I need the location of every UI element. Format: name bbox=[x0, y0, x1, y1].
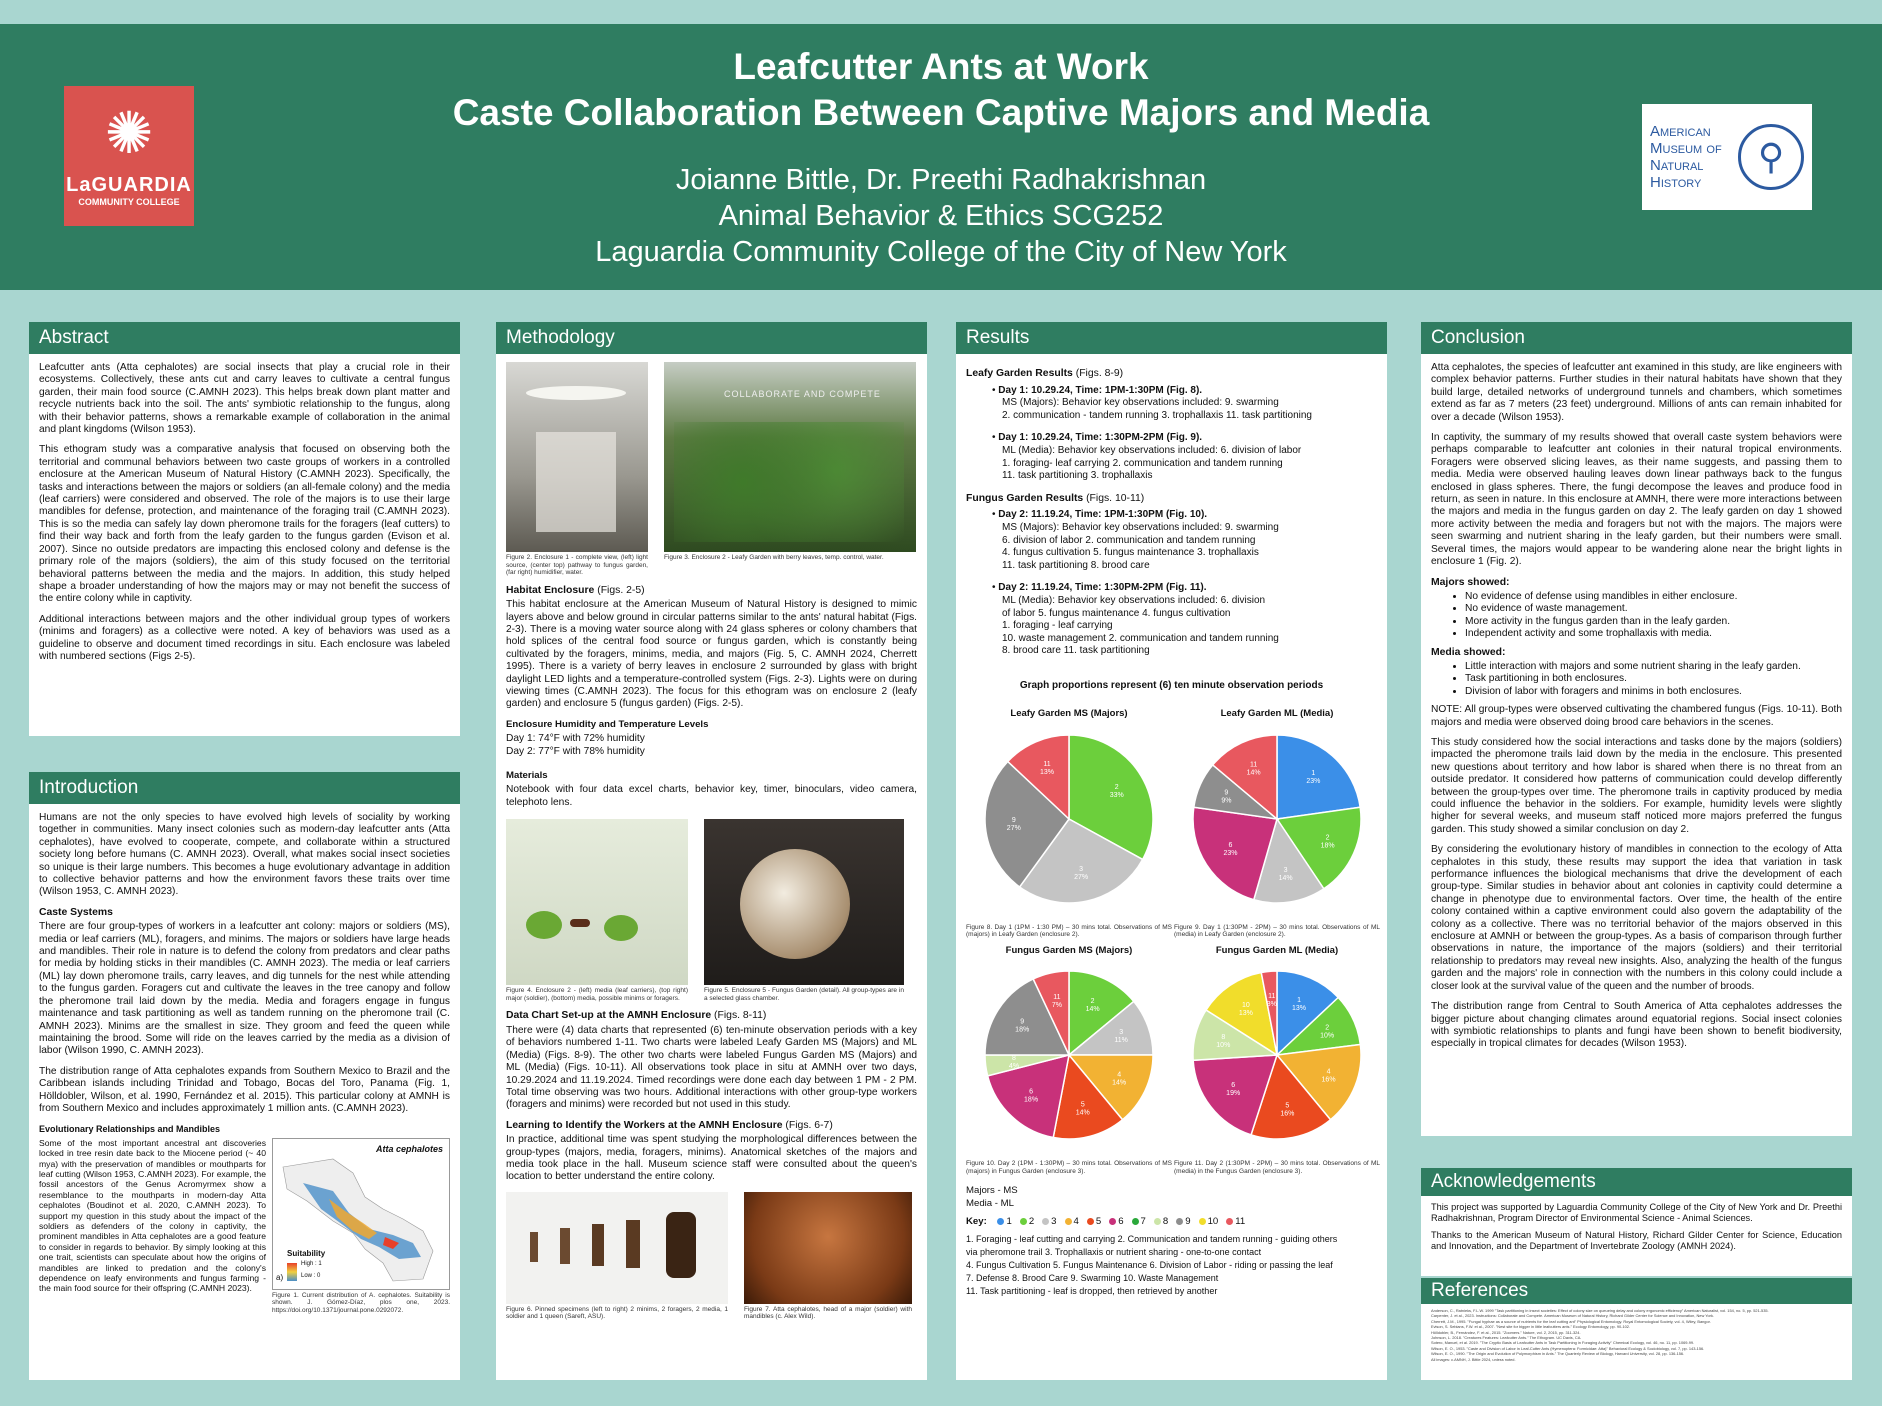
pie-data-label: 6 23% bbox=[1223, 842, 1238, 858]
pie-data-label: 11 13% bbox=[1039, 761, 1054, 777]
key-number-3: 3 bbox=[1051, 1216, 1057, 1228]
pie-data-label: 5 16% bbox=[1280, 1102, 1295, 1118]
fungus-chamber-photo bbox=[704, 819, 904, 985]
introduction-section bbox=[29, 772, 460, 1380]
conclusion-note: NOTE: All group-types were observed cultivating the chambered fungus (Figs. 10-11). Both majors and media were observed doing brood care behaviors in the scenes. bbox=[1431, 704, 1842, 728]
fig10-caption: Figure 10. Day 2 (1PM - 1:30PM) – 30 mins total. Observations of MS (majors) in Fungus Garden (enclosure 3). bbox=[966, 1160, 1172, 1175]
key-line: 4. Fungus Cultivation 5. Fungus Maintenance 6. Division of Labor - riding or passing the leaf bbox=[966, 1260, 1333, 1270]
fig4-caption: Figure 4. Enclosure 2 - (left) media (leaf carriers), (top right) major (soldier), (bottom) media, possible minims or foragers. bbox=[506, 987, 688, 1002]
conclusion-section bbox=[1421, 322, 1852, 1136]
datachart-figref: (Figs. 8-11) bbox=[711, 1010, 767, 1022]
key-number-2: 2 bbox=[1028, 1216, 1035, 1228]
fig2-caption: Figure 2. Enclosure 1 - complete view, (left) light source, (center top) pathway to fungus garden, (far right) humidifier, water. bbox=[506, 554, 648, 577]
result-detail: 4. fungus cultivation 5. fungus maintenance 3. trophallaxis bbox=[1002, 547, 1259, 559]
pie-chart-svg bbox=[1174, 721, 1380, 917]
evolution-heading: Evolutionary Relationships and Mandibles bbox=[39, 1124, 221, 1135]
result-detail: 8. brood care 11. task partitioning bbox=[1002, 645, 1150, 657]
exhibit-sign-text: COLLABORATE AND COMPETE bbox=[724, 389, 881, 399]
materials-paragraph: Notebook with four data excel charts, behavior key, timer, binoculars, video camera, telephoto lens. bbox=[506, 784, 917, 808]
pie-data-label: 4 16% bbox=[1321, 1068, 1336, 1084]
key-dot-6 bbox=[1109, 1218, 1116, 1225]
evolution-paragraph: Some of the most important ancestral ant discoveries locked in tree resin date back to the Miocene period (~ 40 mya) with the preservation of mandibles or mouthparts for leaf cutting (Wilson 1953, C.AMNH 2023). For example, the fossil ancestors of the Genus Acromyrmex show a resemblance to the mouthparts in modern-day Atta cephalotes (Boudinot et al. 2020, C.AMNH 2023). To support my question in this study about the impact of the soldiers as defenders of the colony in captivity, the prominent mandibles in Atta cephalotes are a good feature to consider in regards to behavior. By simply looking at this one trait, scientists can speculate about how the origins of mandibles are linked to predation and the colony's dependence on leafy environments and fungus farming - the main food source for their offspring (C.AMNH 2023). bbox=[39, 1137, 266, 1294]
chart-fungus-ms bbox=[966, 945, 1172, 1175]
key-dot-3 bbox=[1042, 1218, 1049, 1225]
acknowledgement-paragraph: This project was supported by Laguardia Community College of the City of New York and Dr. Preethi Radhakrishnan, Program Director of Environmental Science - Animal Sciences. bbox=[1431, 1202, 1842, 1223]
poster-title-line2: Caste Collaboration Between Captive Majors and Media bbox=[452, 92, 1430, 133]
pie-data-label: 1 23% bbox=[1306, 770, 1321, 786]
conclusion-paragraph: In captivity, the summary of my results showed that overall caste system behaviors were perhaps comparable to leafcutter ant colonies in their natural tropical environments. Foragers were observed slicing leaves, as their name suggests, and passing them to media. Media were observed hauling leaves down linear pathways back to the fungus enclosed in glass spheres. There, the fungi decompose the leaves and produce food in return, as seen in nature. In this enclosure at AMNH, there were more interactions between the majors and media in the fungus garden on day 2. The leafy garden on day 1 showed more activity between the media and foragers but not with the majors. The majors were seen swarming and nutrient sharing in the leafy garden, but their numbers were small. Several times, the majors would appear to be wandering alone near the bright lights in enclosure 1 (Fig. 2). bbox=[1431, 432, 1842, 568]
reference-item: All images: c.AMNH, J. Bittle 2024, unless noted. bbox=[1431, 1356, 1516, 1362]
result-day-line: • Day 1: 10.29.24, Time: 1:30PM-2PM (Fig. 9). bbox=[992, 432, 1203, 444]
laguardia-logo bbox=[64, 86, 194, 226]
pie-data-label: 8 4% bbox=[1008, 1055, 1020, 1071]
chart-fungus-ml bbox=[1174, 945, 1380, 1175]
acknowledgements-heading: Acknowledgements bbox=[1421, 1168, 1852, 1196]
key-dot-9 bbox=[1176, 1218, 1183, 1225]
key-dot-4 bbox=[1065, 1218, 1072, 1225]
header-top-band bbox=[0, 0, 1882, 24]
key-number-10: 10 bbox=[1207, 1216, 1219, 1228]
fig11-caption: Figure 11. Day 2 (1:30PM - 2PM) – 30 mins total. Observations of ML (media) in the Fungus Garden (enclosure 3). bbox=[1174, 1160, 1380, 1175]
pie-data-label: 8 10% bbox=[1216, 1034, 1231, 1050]
pie-data-label: 9 18% bbox=[1015, 1018, 1030, 1034]
key-dot-7 bbox=[1132, 1218, 1139, 1225]
caste-heading: Caste Systems bbox=[39, 906, 113, 918]
map-legend-high: High : 1 bbox=[301, 1261, 322, 1268]
datachart-heading: Data Chart Set-up at the AMNH Enclosure bbox=[506, 1010, 712, 1022]
logo-sub: COMMUNITY COLLEGE bbox=[78, 197, 180, 207]
pie-data-label: 5 14% bbox=[1075, 1102, 1090, 1118]
result-detail: MS (Majors): Behavior key observations included: 9. swarming bbox=[1002, 521, 1279, 533]
result-detail: 2. communication - tandem running 3. trophallaxis 11. task partitioning bbox=[1002, 409, 1312, 421]
key-dot-2 bbox=[1020, 1218, 1027, 1225]
pie-data-label: 9 27% bbox=[1006, 817, 1021, 833]
media-showed-heading: Media showed: bbox=[1431, 646, 1506, 658]
pie-data-label: 2 14% bbox=[1085, 998, 1100, 1014]
fig9-caption: Figure 9. Day 1 (1:30PM - 2PM) – 30 mins total. Observations of ML (media) in Leafy Garden (enclosure 2). bbox=[1174, 923, 1380, 939]
key-number-8: 8 bbox=[1162, 1216, 1169, 1228]
vitruvian-figure-icon: ⚲ bbox=[1738, 124, 1804, 190]
materials-heading: Materials bbox=[506, 770, 548, 782]
acknowledgements-section bbox=[1421, 1168, 1852, 1276]
list-item: • No evidence of defense using mandibles in either enclosure. bbox=[1465, 591, 1842, 603]
pinned-specimens-photo bbox=[506, 1192, 728, 1304]
key-line: via pheromone trail 3. Trophallaxis or nutrient sharing - one-to-one contact bbox=[966, 1247, 1262, 1257]
learning-heading: Learning to Identify the Workers at the AMNH Enclosure bbox=[506, 1119, 783, 1131]
map-panel-label: a) bbox=[276, 1273, 284, 1283]
humidity-day1: Day 1: 74°F with 72% humidity bbox=[506, 733, 645, 745]
key-legend bbox=[966, 1216, 1377, 1229]
leafy-figref: (Figs. 8-9) bbox=[1072, 368, 1124, 379]
datachart-paragraph: There were (4) data charts that represented (6) ten-minute observation periods with a key of behaviors numbered 1-11. Two charts were labeled Leafy Garden MS (Majors) and ML (Media) (Figs. 8-9). The other two charts were labeled Fungus Garden MS (Majors) and ML (Media) (Figs. 10-11). All observations took place in situ at AMNH over two days, 10.29.2024 and 11.19.2024. Timed recordings were done each day between 1 PM - 2 PM. Total time observing was two hours. Additional interactions with other group-type workers (foragers and minims) were recorded but not used in this study. bbox=[506, 1024, 917, 1111]
key-number-11: 11 bbox=[1235, 1216, 1246, 1228]
habitat-heading: Habitat Enclosure bbox=[506, 584, 595, 596]
chart-title: Fungus Garden MS (Majors) bbox=[1005, 944, 1133, 956]
result-detail: 6. division of labor 2. communication and tandem running bbox=[1002, 534, 1256, 546]
key-number-1: 1 bbox=[1006, 1216, 1012, 1228]
pie-chart-svg bbox=[1174, 957, 1380, 1153]
result-detail: 11. task partitioning 3. trophallaxis bbox=[1002, 470, 1153, 482]
references-section bbox=[1421, 1278, 1852, 1380]
key-number-9: 9 bbox=[1185, 1216, 1191, 1228]
pie-chart-svg bbox=[966, 721, 1172, 917]
key-number-7: 7 bbox=[1140, 1216, 1146, 1228]
abstract-paragraph: This ethogram study was a comparative analysis that focused on observing both the territorial and communal behaviors between two caste groups of workers in a controlled enclosure at the American Museum of Natural History (C.AMNH 2023). Specifically, the tasks and interactions between the majors or soldiers (an all-female colony) and the media (leaf carriers) were considered and observed. The role of the majors is to use their large mandibles for defense, protection, and maintenance of the foraging trail (C.AMNH 2023). This is so the media can safely lay down pheromone trails for the foragers (leaf cutters) to find their way back and forth from the leafy garden to the fungus garden (Evison et al. 2007). Since no outside predators are impacting this enclosed colony and defense is the primary role of the majors (soldiers), the aim of this study focused on the territorial behavioral patterns between the media and the majors. In addition, this study helped shape a broader understanding of how the majors may or may not benefit the success of the entire colony while in captivity. bbox=[39, 444, 450, 605]
reference-item: Anderson, C., Ratnieks, F.L.W. 1999 "Task partitioning in insect societies: Effect of colony size on queueing delay and colony ergonomic efficiency" American Naturalist, vol. 154, no. 5, pp. 521-535. bbox=[1431, 1308, 1769, 1313]
key-number-4: 4 bbox=[1073, 1216, 1079, 1228]
fungus-figref: (Figs. 10-11) bbox=[1083, 492, 1145, 504]
conclusion-paragraph: The distribution range from Central to South America of Atta cephalotes addresses the bigger picture about changing climates around equatorial regions. Social insect colonies with symbiotic relationships to plants and fungi have been shown to benefit biodiversity, especially in tropical climates for decades (Wilson 1953). bbox=[1431, 1001, 1842, 1050]
pie-data-label: 3 11% bbox=[1114, 1029, 1128, 1045]
methodology-heading: Methodology bbox=[496, 322, 927, 354]
fig5-caption: Figure 5. Enclosure 5 - Fungus Garden (detail). All group-types are in a selected glass chamber. bbox=[704, 987, 904, 1002]
fig6-caption: Figure 6. Pinned specimens (left to right) 2 minims, 2 foragers, 2 media, 1 soldier and 1 queen (Sareft, ASU). bbox=[506, 1305, 728, 1321]
starburst-icon: ✺ bbox=[104, 101, 154, 166]
fig8-caption: Figure 8. Day 1 (1PM - 1:30 PM) – 30 mins total. Observations of MS (majors) in Leafy Garden (enclosure 2). bbox=[966, 923, 1172, 939]
key-line: 1. Foraging - leaf cutting and carrying 2. Communication and tandem running - guiding others bbox=[966, 1234, 1338, 1244]
result-detail: 10. waste management 2. communication and tandem running bbox=[1002, 632, 1279, 644]
list-item: • Little interaction with majors and some nutrient sharing in the leafy garden. bbox=[1465, 661, 1842, 673]
legend-media: Media - ML bbox=[966, 1197, 1014, 1209]
result-detail: 1. foraging - leaf carrying bbox=[1002, 620, 1113, 632]
result-detail: ML (Media): Behavior key observations included: 6. division of labor bbox=[1002, 444, 1302, 456]
media-leaf-photo bbox=[506, 819, 688, 985]
pie-chart-svg bbox=[966, 957, 1172, 1153]
poster-title-line1: Leafcutter Ants at Work bbox=[733, 46, 1149, 87]
learning-paragraph: In practice, additional time was spent studying the morphological differences between the group-types (majors, media, foragers, minims). Anatomical sketches of the majors and media took place in the hall. Museum science staff were consulted about the queen's location to better understand the entire colony. bbox=[506, 1134, 917, 1183]
major-head-photo bbox=[744, 1192, 912, 1304]
pie-data-label: 10 13% bbox=[1238, 1002, 1253, 1018]
logo-name: LaGUARDIA bbox=[66, 174, 192, 196]
intro-paragraph: Humans are not the only species to have evolved high levels of sociality by working together in communities. Many insect colonies such as modern-day leafcutter ants (Atta cephalotes), have evolved to cooperate, compete, and collaborate within a structured society long before humans (C. AMNH 2023). Overall, what makes social insect societies so unique is their large numbers. This becomes a huge evolutionary advantage in addition to collective behavior patterns and how the environment favors these traits over time (Wilson 1953, C. AMNH 2023). bbox=[39, 812, 450, 898]
chart-title: Leafy Garden ML (Media) bbox=[1220, 708, 1334, 720]
map-legend-title: Suitability bbox=[287, 1249, 326, 1259]
acknowledgement-paragraph: Thanks to the American Museum of Natural History, Richard Gilder Center for Science, Education and Innovation, and the Department of Invertebrate Zoology (AMNH 2024). bbox=[1431, 1230, 1842, 1251]
pie-data-label: 2 10% bbox=[1320, 1024, 1335, 1040]
habitat-figref: (Figs. 2-5) bbox=[594, 584, 645, 596]
map-title: Atta cephalotes bbox=[375, 1143, 443, 1154]
authors: Joianne Bittle, Dr. Preethi Radhakrishnan bbox=[675, 164, 1207, 196]
amnh-logo-text: American Museum of Natural History bbox=[1650, 123, 1722, 191]
abstract-section bbox=[29, 322, 460, 736]
intro-paragraph: The distribution range of Atta cephalotes expands from Southern Mexico to Brazil and the Caribbean islands including Trinidad and Tobago, Bocas del Toro, Panama (Fig. 1, Hölldobler, Wilson, et al. 1990, Fernández et al. 2015). This particular colony at AMNH is from Southern Mexico and includes approximately 1 million ants. (C.AMNH 2023). bbox=[39, 1065, 450, 1114]
habitat-paragraph: This habitat enclosure at the American Museum of Natural History is designed to mimic layers above and below ground in circular patterns similar to the ants' natural habitat (Figs. 2-3). There is a moving water source along with 24 glass spheres or colony chambers that hold splices of the central food source or fungus garden, which is constantly being cultivated by the foragers, minims, media, and majors (Fig. 5, C. AMNH 2024, Cherrett 1995). There is a variety of berry leaves in enclosure 2 surrounded by glass with bright daylight LED lights and a temperature-controlled system (Figs. 2-3). Lights were on during viewing times (C.AMNH 2023). The focus for this ethogram was on enclosure 2 (leafy garden) and enclosure 5 (fungus garden) (Figs. 2-5). bbox=[506, 599, 917, 710]
chart-title: Leafy Garden MS (Majors) bbox=[1010, 708, 1128, 720]
list-item: • No evidence of waste management. bbox=[1465, 603, 1842, 615]
pie-data-label: 6 18% bbox=[1024, 1088, 1039, 1104]
reference-item: Johnson, L. 2018. "Creatures Features: Leafcutter Ants." The Ethogram. UC Davis, CA. bbox=[1431, 1335, 1582, 1341]
key-description bbox=[966, 1233, 1377, 1298]
key-label: Key: bbox=[966, 1216, 987, 1228]
abstract-heading: Abstract bbox=[29, 322, 460, 354]
map-legend-low: Low : 0 bbox=[301, 1273, 321, 1280]
pie-data-label: 9 9% bbox=[1221, 789, 1232, 805]
intro-paragraph: There are four group-types of workers in a leafcutter ant colony: majors or soldiers (MS), media or leaf carriers (ML), foragers, and minims. The majors or soldiers have large heads and mandibles. Their role in nature is to defend the colony from predators and clear paths for media by holding sticks in their mandibles (C. AMNH 2023). The media or leaf carriers (ML) lay down pheromone trails, carry leaves, and dig tunnels for the nest while attending to the fungus garden. Foragers cut and cultivate the leaves in the tree canopy and follow the pheromone trail laid down by the media. Media and foragers engage in fungus maintenance and task partitioning as well as tandem running on the pheromone trail (C. AMNH 2023). Minims are the smallest in size. They groom and feed the queen while maintaining the brood. Some will ride on the leaves carried by the media as a division of labor (Wilson 1990, C. AMNH 2023). bbox=[39, 921, 450, 1057]
pie-data-label: 6 19% bbox=[1226, 1082, 1241, 1098]
list-item: • Division of labor with foragers and minims in both enclosures. bbox=[1465, 686, 1842, 698]
list-item: • Independent activity and some trophallaxis with media. bbox=[1465, 628, 1842, 640]
result-day-line: • Day 1: 10.29.24, Time: 1PM-1:30PM (Fig. 8). bbox=[992, 384, 1203, 396]
result-detail: of labor 5. fungus maintenance 4. fungus cultivation bbox=[1002, 607, 1231, 619]
distribution-map bbox=[272, 1138, 450, 1290]
list-item: • Task partitioning in both enclosures. bbox=[1465, 673, 1842, 685]
result-day-line: • Day 2: 11.19.24, Time: 1:30PM-2PM (Fig. 11). bbox=[992, 582, 1207, 594]
pie-data-label: 4 14% bbox=[1112, 1072, 1127, 1088]
pie-data-label: 2 33% bbox=[1109, 783, 1124, 799]
amnh-logo bbox=[1642, 104, 1812, 210]
conclusion-paragraph: Atta cephalotes, the species of leafcutter ant examined in this study, are like engineers with complex behavior patterns. Further studies in their natural habitats have shown that they build large, detailed networks of underground tunnels and chambers, which sometimes extend as far as 7 meters (23 feet) underground. Millions of ants can remain inhabited for over a decade (Wilson 1953). bbox=[1431, 362, 1842, 423]
abstract-paragraph: Leafcutter ants (Atta cephalotes) are social insects that play a crucial role in their ecosystems. Collectively, these ants cut and carry leaves to cultivate a central fungus garden, their main food source (C.AMNH 2023). This helps break down plant matter and recycle nutrients back into the soil. The ants' symbiotic relationship to the fungus, along with their behavior patterns, shows a remarkable example of collaboration in the animal and plant kingdoms (Wilson 1953). bbox=[39, 362, 450, 436]
map-legend-gradient bbox=[287, 1263, 297, 1281]
list-item: • More activity in the fungus garden than in the leafy garden. bbox=[1465, 616, 1842, 628]
humidity-heading: Enclosure Humidity and Temperature Levels bbox=[506, 718, 709, 730]
pie-data-label: 11 7% bbox=[1051, 994, 1062, 1010]
key-dot-10 bbox=[1199, 1218, 1206, 1225]
enclosure2-photo bbox=[664, 362, 916, 552]
reference-item: Evison, S. Sebians, F.W. et al., 2007. "Nest site for bigger in little leafcutters ants." Ecology Entomology, pp. 90-102. bbox=[1431, 1324, 1631, 1330]
poster-header bbox=[0, 0, 1882, 290]
conclusion-paragraph: By considering the evolutionary history of mandibles in connection to the ecology of Atta cephalotes in this study, these results may support the idea that variation in task performance influences the biological mechanisms that drive the development of each group-type. Similar studies in behavior about ant colonies in captivity could determine a change in phenotype due to environmental factors. Over time, the health of the entire colony contained within a captive environment could also govern the adaptability of the colony as a collective. There was no territorial behavior of the majors observed in this enclosure at AMNH or between the group-types. As a basis of comparison through further observations in nature, the importance of the majors (soldiers) and their territorial relationship to predators may reveal new insights. Also, analyzing the health of the fungus garden and the majors' role in connection with the numbers in this colony could include a closer look at the survival value of the queen and the number of broods. bbox=[1431, 844, 1842, 992]
conclusion-heading: Conclusion bbox=[1421, 322, 1852, 354]
key-line: 11. Task partitioning - leaf is dropped, then retrieved by another bbox=[966, 1286, 1218, 1296]
methodology-section bbox=[496, 322, 927, 1380]
reference-item: Cherrett, J.M., 1995. "Fungal hyphae as a source of nutrients for the leaf cutting ant" Physiological Entomology. Royal Entomological Society, vol. 4, Wiley, Bangor. bbox=[1431, 1318, 1711, 1324]
key-dot-5 bbox=[1087, 1218, 1094, 1225]
key-dot-1 bbox=[997, 1218, 1004, 1225]
result-day-line: • Day 2: 11.19.24, Time: 1PM-1:30PM (Fig. 10). bbox=[992, 509, 1208, 521]
reference-item: Wilson, E. O., 1990. "The Origin and Evolution of Polymorphism in Ants." The Quarterly Review of Biology, Harvard University, vol. 28, pp. 136-156. bbox=[1431, 1351, 1685, 1357]
chart-leafy-ms bbox=[966, 708, 1172, 938]
leafy-heading: Leafy Garden Results bbox=[966, 368, 1073, 379]
results-section bbox=[956, 322, 1387, 1380]
enclosure1-photo bbox=[506, 362, 648, 552]
learning-figref: (Figs. 6-7) bbox=[782, 1119, 833, 1131]
course: Animal Behavior & Ethics SCG252 bbox=[718, 200, 1164, 232]
result-detail: 11. task partitioning 8. brood care bbox=[1002, 559, 1150, 571]
fig7-caption: Figure 7. Atta cephalotes, head of a major (soldier) with mandibles (c. Alex Wild). bbox=[744, 1305, 912, 1321]
legend-majors: Majors - MS bbox=[966, 1185, 1018, 1197]
college: Laguardia Community College of the City of New York bbox=[595, 236, 1287, 268]
key-number-6: 6 bbox=[1118, 1216, 1124, 1228]
pie-data-label: 11 14% bbox=[1246, 761, 1261, 777]
key-dot-8 bbox=[1154, 1218, 1161, 1225]
result-detail: 1. foraging- leaf carrying 2. communication and tandem running bbox=[1002, 457, 1283, 469]
key-dots bbox=[989, 1216, 1245, 1227]
pie-data-label: 3 27% bbox=[1074, 866, 1089, 882]
result-detail: ML (Media): Behavior key observations included: 6. division bbox=[1002, 594, 1266, 606]
fig3-caption: Figure 3. Enclosure 2 - Leafy Garden with berry leaves, temp. control, water. bbox=[664, 554, 884, 561]
reference-item: Wilson, E. O., 1953. "Caste and Division of Labor in Leaf-Cutter Ants (Hymenoptera: Formicidae: Atta)" Behavioral Ecology & Sociobiology, vol. 7, pp. 143-156. bbox=[1431, 1345, 1705, 1351]
results-heading: Results bbox=[956, 322, 1387, 354]
abstract-paragraph: Additional interactions between majors and the other individual group types of workers (minims and foragers) as a collective were noted. A key of behaviors was used as a guideline to observe and document timed recordings in situ. Each enclosure was labeled with numbered sections (Figs 2-5). bbox=[39, 613, 450, 662]
fungus-heading: Fungus Garden Results bbox=[966, 492, 1084, 504]
reference-item: Sotero, Manuel, et al. 2019. "The Cryptic Basis of Leafcutter Ants in Task Partitioning in Foraging Activity" Chemical Ecology, vol. 46, no. 11, pp. 1069-99. bbox=[1431, 1340, 1695, 1346]
pie-data-label: 3 14% bbox=[1278, 866, 1293, 882]
pie-slice-1 bbox=[1277, 735, 1360, 819]
key-dot-11 bbox=[1226, 1218, 1233, 1225]
introduction-heading: Introduction bbox=[29, 772, 460, 804]
references-heading: References bbox=[1421, 1278, 1852, 1304]
reference-item: Carpenter, J. et al., 2023. Instructions: Collaborate and Compete. American Museum of Natural History, Richard Gilder Center for Science and Innovation, New York. bbox=[1431, 1313, 1715, 1319]
result-detail: MS (Majors): Behavior key observations included: 9. swarming bbox=[1002, 397, 1279, 409]
pie-data-label: 1 13% bbox=[1292, 997, 1307, 1013]
key-line: 7. Defense 8. Brood Care 9. Swarming 10. Waste Management bbox=[966, 1273, 1219, 1283]
fig1-caption: Figure 1. Current distribution of A. cephalotes. Suitability is shown. J. Gómez-Díaz, plos one, 2023. https://doi.org/10.1371/journal.pone.0292072. bbox=[272, 1291, 450, 1314]
graph-heading: Graph proportions represent (6) ten minute observation periods bbox=[1019, 679, 1324, 691]
key-number-5: 5 bbox=[1095, 1216, 1102, 1228]
reference-item: Hölldobler, B., Fernández, F. et al., 2015. "Zoomers." Nature, vol. 2, 2015, pp. 311-324. bbox=[1431, 1329, 1581, 1335]
majors-showed-heading: Majors showed: bbox=[1431, 576, 1510, 588]
map-graphic bbox=[273, 1139, 449, 1289]
chart-leafy-ml bbox=[1174, 708, 1380, 938]
humidity-day2: Day 2: 77°F with 78% humidity bbox=[506, 745, 645, 757]
pie-data-label: 11 3% bbox=[1266, 993, 1277, 1009]
chart-title: Fungus Garden ML (Media) bbox=[1215, 944, 1339, 956]
conclusion-paragraph: This study considered how the social interactions and tasks done by the majors (soldiers) impacted the pheromone trails laid down by the media in the enclosure. This presented new questions about territory and how labor is shared when there is no threat from an outside predator. It considered how patterns of communication could develop differently between the group-types over time. The pheromone trails in captivity produced by media could influence the behavior in the soldiers. For example, humidity levels were slightly higher for several weeks, and museum staff noticed more majors preferred the fungus garden. This study showed a similar conclusion on day 2. bbox=[1431, 736, 1842, 835]
pie-data-label: 2 18% bbox=[1320, 834, 1335, 850]
